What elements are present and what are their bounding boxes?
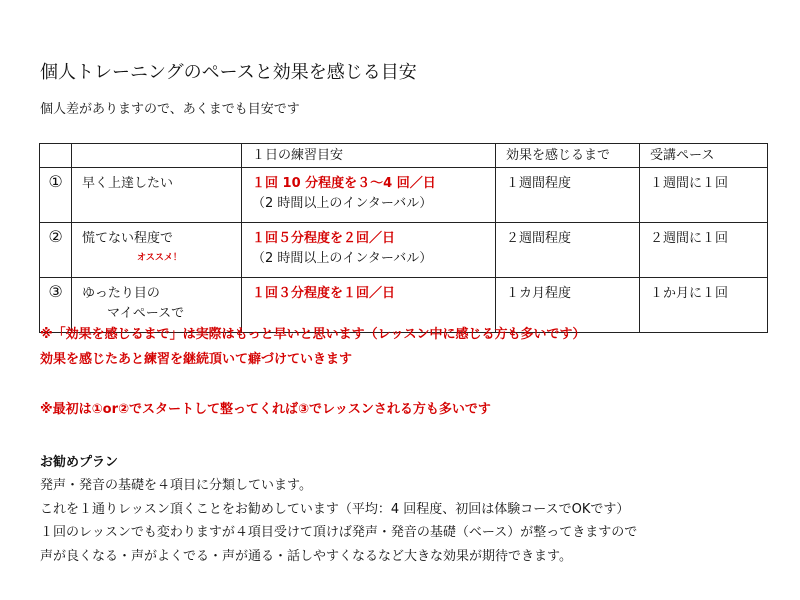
note-line: 効果を感じたあと練習を継続頂いて癖づけていきます <box>40 352 353 367</box>
row-pace: １か月に１回 <box>640 278 768 333</box>
row-number: ③ <box>40 278 72 333</box>
table-header-row <box>40 144 768 168</box>
row-practice-highlight: １回３分程度を１回／日 <box>252 286 396 301</box>
notes-block <box>40 322 586 422</box>
header-cell-num <box>40 144 72 168</box>
table-row <box>40 168 768 223</box>
plan-heading: お勧めプラン <box>40 455 119 470</box>
row-goal-label: ゆったり目の <box>82 286 160 301</box>
row-practice-highlight: １回 10 分程度を３〜4 回／日 <box>252 176 436 191</box>
plan-line: 声が良くなる・声がよくでる・声が通る・話しやすくなるなど大きな効果が期待できます。 <box>40 548 572 564</box>
header-cell-effect: 効果を感じるまで <box>496 144 640 168</box>
page-subtitle: 個人差がありますので、あくまでも目安です <box>40 102 300 117</box>
plan-line: これを１通りレッスン頂くことをお勧めしています（平均：4 回程度、初回は体験コースでOKです） <box>40 501 630 517</box>
plan-line: 発声・発音の基礎を４項目に分類しています。 <box>40 478 312 493</box>
row-goal <box>72 168 242 223</box>
training-pace-table <box>39 143 768 333</box>
recommend-badge: オススメ！ <box>137 253 182 263</box>
row-goal-sublabel: マイペースで <box>107 306 185 321</box>
page-title: 個人トレーニングのペースと効果を感じる目安 <box>40 62 417 83</box>
row-goal-label: 慌てない程度で <box>82 231 174 246</box>
table-row <box>40 223 768 278</box>
header-cell-practice: １日の練習目安 <box>242 144 496 168</box>
row-pace: １週間に１回 <box>640 168 768 223</box>
row-effect: ２週間程度 <box>496 223 640 278</box>
note-line: ※「効果を感じるまで」は実際はもっと早いと思います（レッスン中に感じる方も多いです） <box>40 327 586 342</box>
row-practice-note: （2 時間以上のインターバル） <box>252 196 433 211</box>
row-practice <box>242 223 496 278</box>
row-effect: １週間程度 <box>496 168 640 223</box>
row-goal <box>72 223 242 278</box>
row-practice-note: （2 時間以上のインターバル） <box>252 251 433 266</box>
spacer <box>40 372 586 397</box>
header-cell-pace: 受講ペース <box>640 144 768 168</box>
plan-line: １回のレッスンでも変わりますが４項目受けて頂けば発声・発音の基礎（ベース）が整ってきますので <box>40 525 638 540</box>
plan-body <box>40 474 637 568</box>
header-cell-who <box>72 144 242 168</box>
row-goal-label: 早く上達したい <box>82 176 174 191</box>
row-number: ② <box>40 223 72 278</box>
row-practice <box>242 168 496 223</box>
row-effect: １カ月程度 <box>496 278 640 333</box>
row-practice-highlight: １回５分程度を２回／日 <box>252 231 396 246</box>
row-pace: ２週間に１回 <box>640 223 768 278</box>
row-number: ① <box>40 168 72 223</box>
note-line: ※最初は①or②でスタートして整ってくれば③でレッスンされる方も多いです <box>40 402 491 417</box>
